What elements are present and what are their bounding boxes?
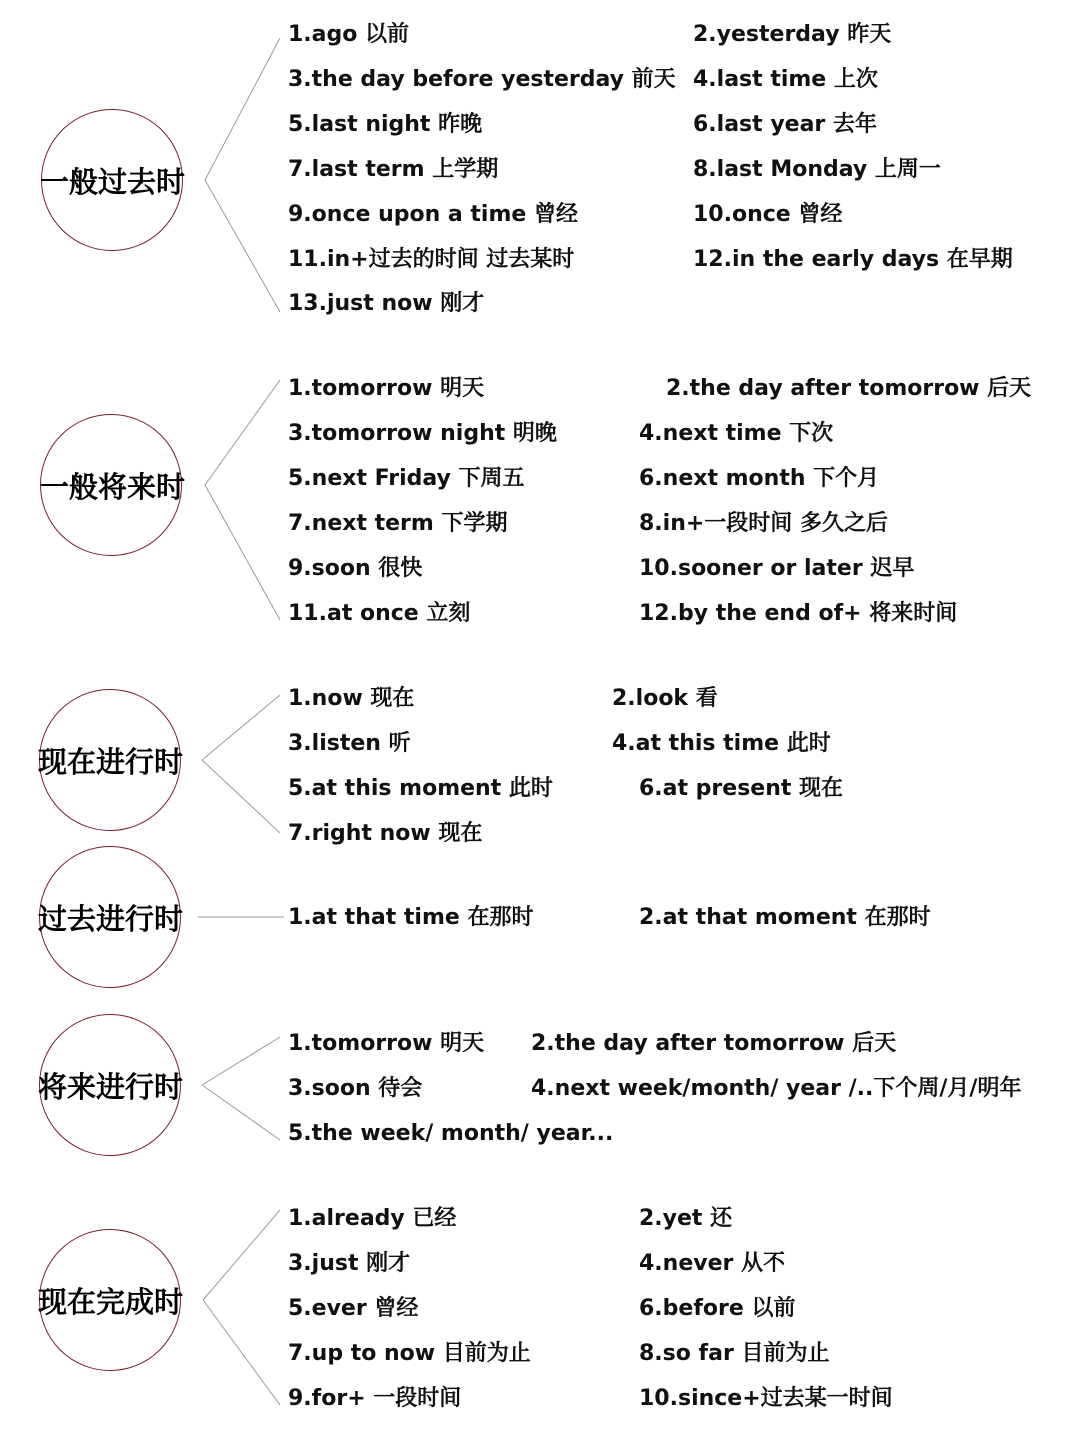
time-word-item: 7.right now 现在 [288, 821, 483, 846]
time-word-item: 6.next month 下个月 [639, 466, 880, 491]
time-word-item: 12.by the end of+ 将来时间 [639, 601, 958, 626]
time-word-item: 4.never 从不 [639, 1251, 786, 1276]
branch-line [205, 38, 280, 180]
branch-line [205, 485, 280, 620]
branch-line [203, 1210, 280, 1300]
time-word-item: 4.next week/month/ year /..下个周/月/明年 [531, 1076, 1022, 1101]
branch-line [202, 695, 280, 760]
time-word-item: 10.sooner or later 迟早 [639, 556, 915, 581]
time-word-item: 7.up to now 目前为止 [288, 1341, 531, 1366]
time-word-item: 9.soon 很快 [288, 556, 423, 581]
time-word-item: 3.soon 待会 [288, 1076, 423, 1101]
time-word-item: 2.at that moment 在那时 [639, 905, 931, 930]
time-word-item: 3.tomorrow night 明晚 [288, 421, 557, 446]
time-word-item: 10.since+过去某一时间 [639, 1386, 893, 1411]
branch-line [203, 1300, 280, 1405]
tense-label: 现在进行时 [38, 745, 184, 779]
branch-line [205, 380, 280, 485]
time-word-item: 1.tomorrow 明天 [288, 1031, 485, 1056]
time-word-item: 7.next term 下学期 [288, 511, 508, 536]
time-word-item: 6.at present 现在 [639, 776, 844, 801]
branch-line [205, 180, 280, 312]
time-word-item: 3.just 刚才 [288, 1251, 411, 1276]
time-word-item: 8.in+一段时间 多久之后 [639, 511, 888, 536]
time-word-item: 1.at that time 在那时 [288, 905, 534, 930]
time-word-item: 5.last night 昨晚 [288, 112, 483, 137]
time-word-item: 4.next time 下次 [639, 421, 834, 446]
time-word-item: 9.for+ 一段时间 [288, 1386, 462, 1411]
tense-label: 将来进行时 [38, 1070, 184, 1104]
tense-label: 过去进行时 [38, 902, 184, 936]
time-word-item: 5.at this moment 此时 [288, 776, 553, 801]
time-word-item: 4.last time 上次 [693, 67, 878, 92]
time-word-item: 13.just now 刚才 [288, 291, 485, 316]
time-word-item: 1.already 已经 [288, 1206, 457, 1231]
time-word-item: 2.the day after tomorrow 后天 [666, 376, 1032, 401]
time-word-item: 3.the day before yesterday 前天 [288, 67, 676, 92]
time-word-item: 10.once 曾经 [693, 202, 843, 227]
time-word-item: 9.once upon a time 曾经 [288, 202, 578, 227]
time-word-item: 5.ever 曾经 [288, 1296, 419, 1321]
time-word-item: 5.next Friday 下周五 [288, 466, 525, 491]
time-word-item: 6.before 以前 [639, 1296, 796, 1321]
time-word-item: 8.so far 目前为止 [639, 1341, 830, 1366]
time-word-item: 5.the week/ month/ year... [288, 1121, 614, 1146]
time-word-item: 2.the day after tomorrow 后天 [531, 1031, 897, 1056]
time-word-item: 12.in the early days 在早期 [693, 247, 1013, 272]
time-word-item: 3.listen 听 [288, 731, 411, 756]
time-word-item: 1.tomorrow 明天 [288, 376, 485, 401]
branch-line [202, 760, 280, 833]
time-word-item: 7.last term 上学期 [288, 157, 499, 182]
time-word-item: 1.ago 以前 [288, 22, 410, 47]
time-word-item: 2.yet 还 [639, 1206, 733, 1231]
time-word-item: 6.last year 去年 [693, 112, 877, 137]
tense-label: 现在完成时 [38, 1285, 184, 1319]
tense-label: 一般将来时 [40, 470, 186, 504]
branch-line [202, 1085, 280, 1140]
branch-line [202, 1037, 280, 1085]
time-word-item: 8.last Monday 上周一 [693, 157, 941, 182]
time-word-item: 1.now 现在 [288, 686, 415, 711]
time-word-item: 2.look 看 [612, 686, 718, 711]
tense-label: 一般过去时 [40, 165, 186, 199]
time-word-item: 2.yesterday 昨天 [693, 22, 892, 47]
time-word-item: 11.at once 立刻 [288, 601, 471, 626]
time-word-item: 11.in+过去的时间 过去某时 [288, 247, 575, 272]
time-word-item: 4.at this time 此时 [612, 731, 831, 756]
